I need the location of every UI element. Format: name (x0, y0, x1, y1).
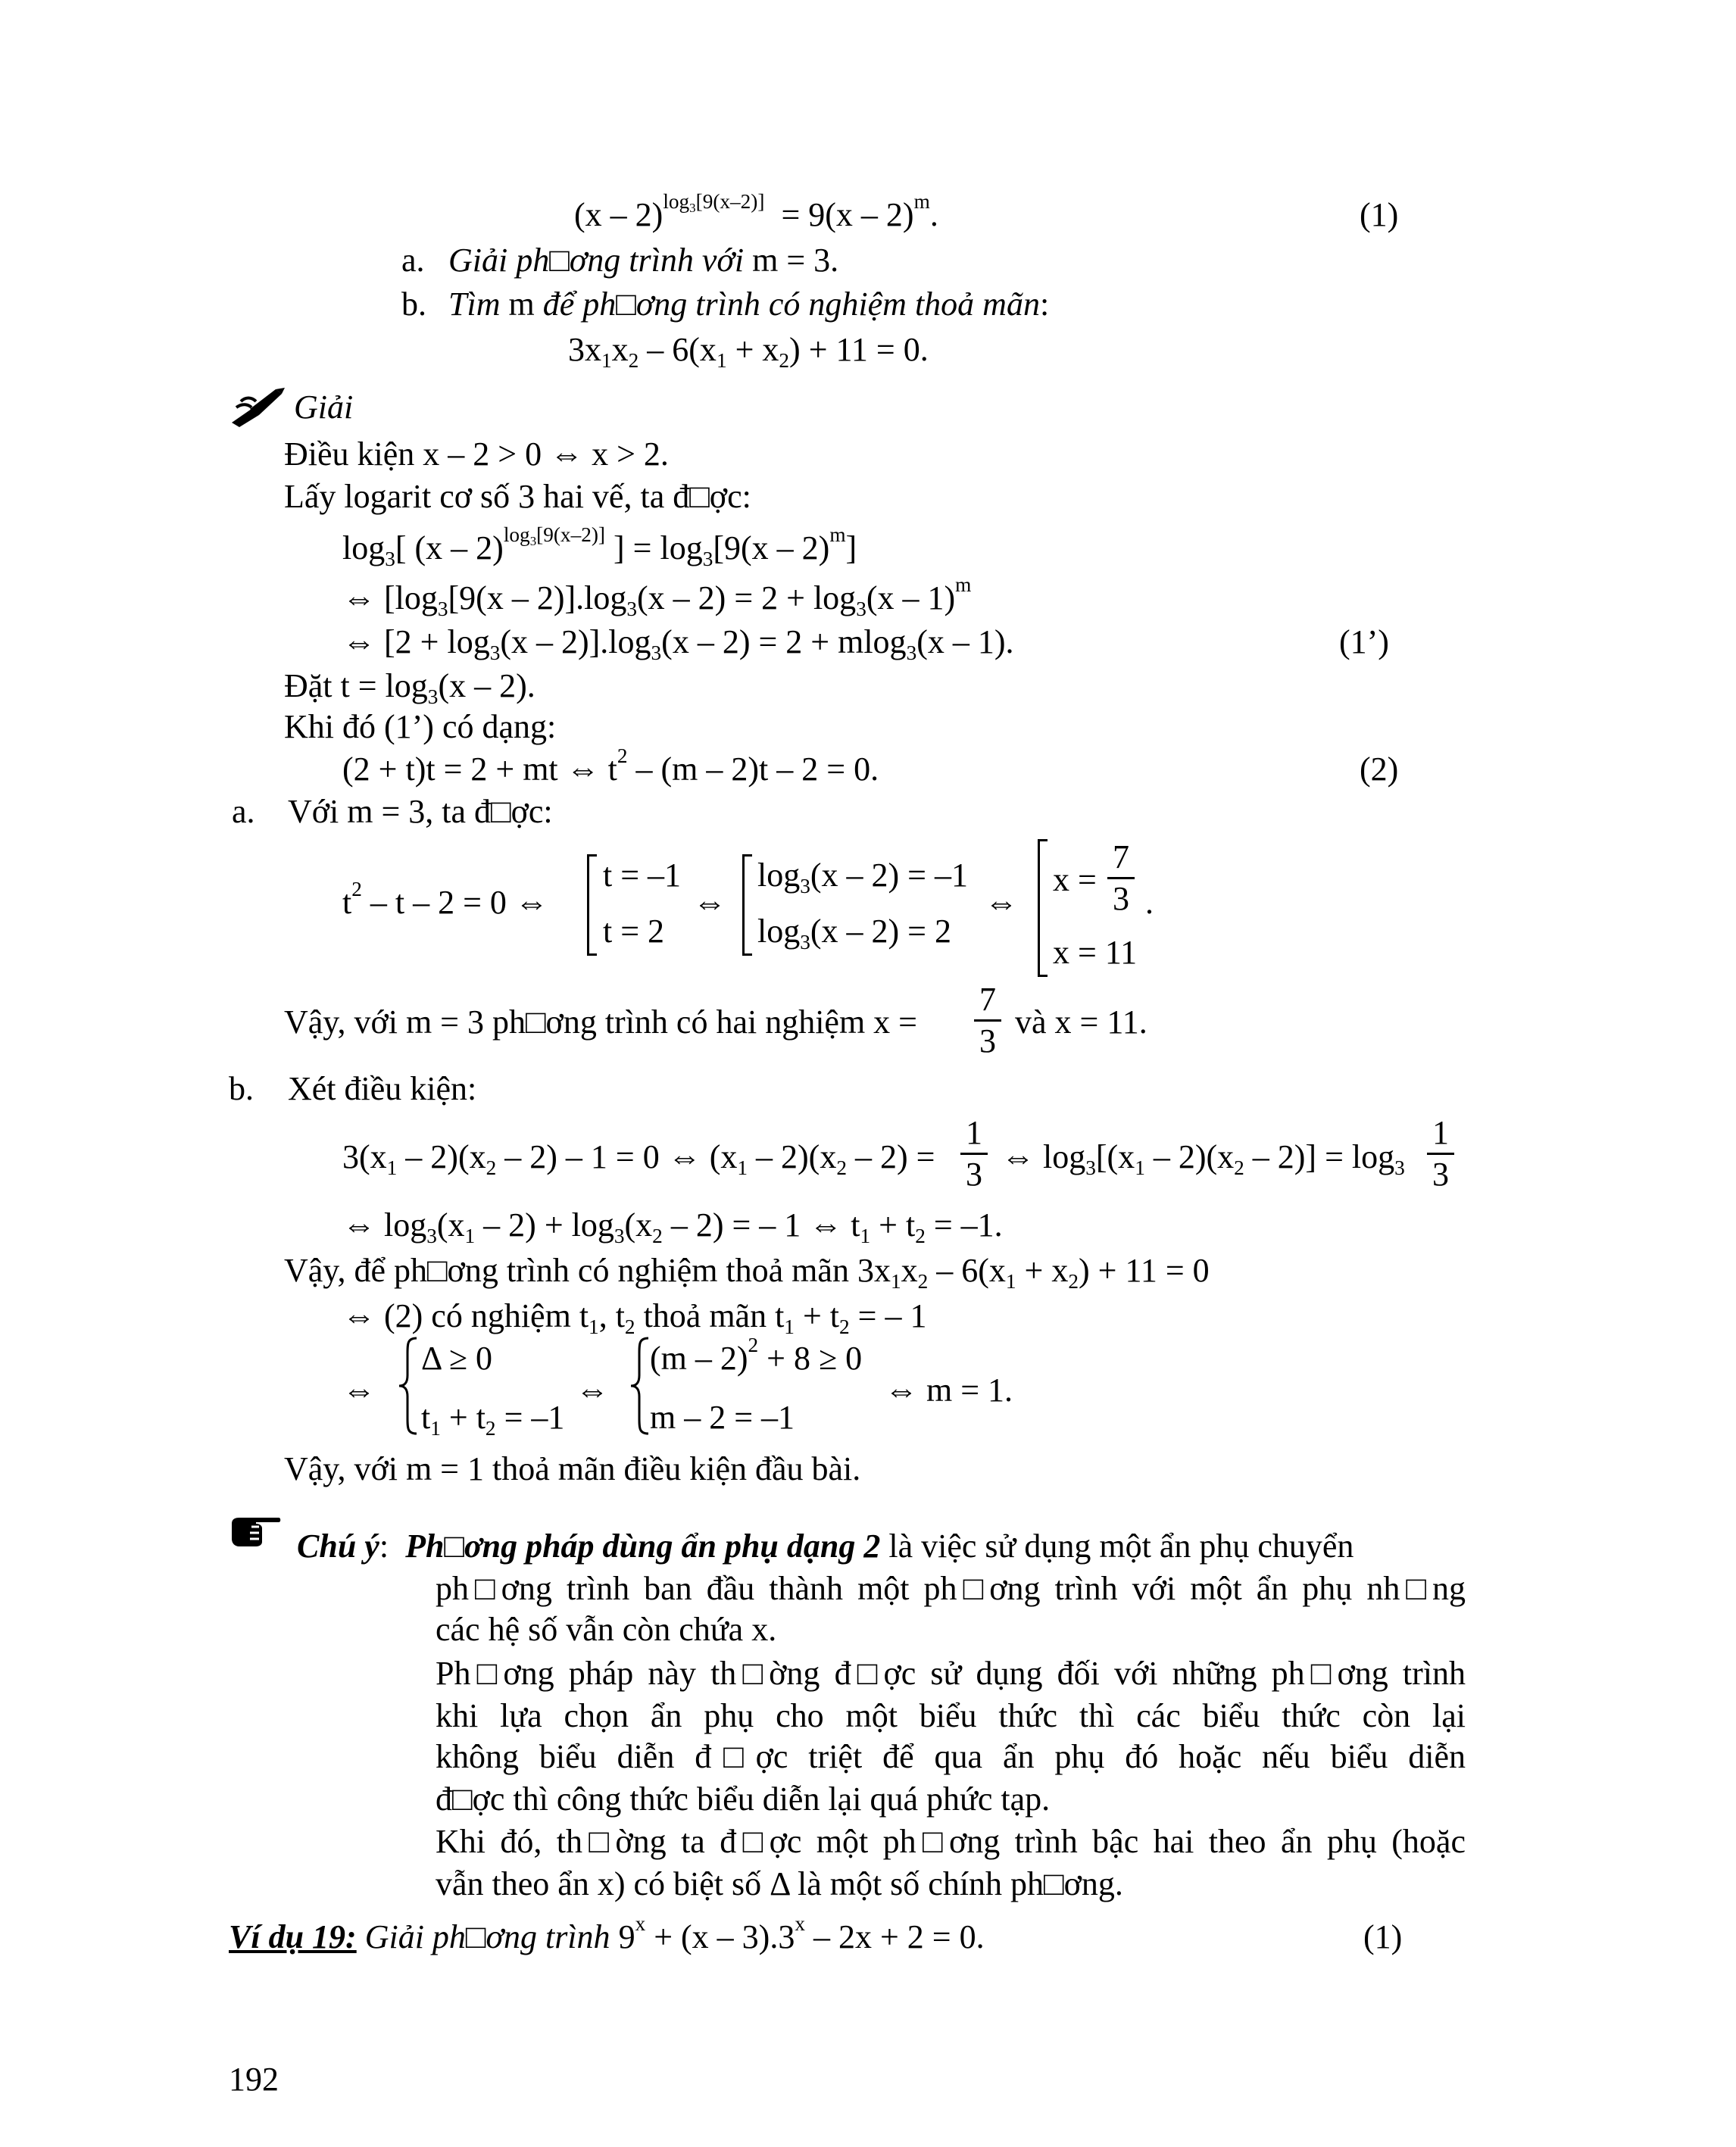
bracket-3 (1038, 839, 1048, 977)
part-b-line-2: ⇔ $\log_3(x_1 - 2) + \log_3(x_2 - 2)$ = – 1 ⇔ $t_1 + t_2 = -1$. (342, 1206, 1003, 1247)
sys-row1-left: Δ ≥ 0 (421, 1340, 493, 1377)
note-line-9: vẫn theo ẩn x) có biệt số Δ là một số chính ph□ơng. (436, 1865, 1123, 1902)
equation-1-label: (1) (1360, 196, 1399, 233)
bracket-2 (742, 854, 752, 956)
part-b-intro: Xét điều kiện: (288, 1070, 477, 1107)
sys-row2-left: $t_1 + t_2 = -1$ (421, 1399, 565, 1440)
fraction-7-3: 7 3 (1107, 839, 1135, 917)
page-number: 192 (229, 2061, 279, 2098)
item-b-text: Tìm m để ph□ơng trình có nghiệm thoả mãn: (448, 286, 1050, 323)
sys1-row2: t = 2 (603, 913, 665, 950)
part-b-line-1-rest: ⇔ $\log_3[(x_1 - 2)(x_2 - 2)] = \log_3$ (1001, 1138, 1405, 1179)
sys3-row2: x = 11 (1053, 934, 1138, 971)
equation-1-prime-label: (1’) (1339, 623, 1389, 660)
iff-1: ⇔ (693, 884, 726, 921)
note-line-8: Khi đó, th□ờng ta đ□ợc một ph□ơng trình bậc hai theo ẩn phụ (hoặc (436, 1823, 1466, 1860)
note-line-1: Chú ý: Ph□ơng pháp dùng ẩn phụ dạng 2 là việc sử dụng một ẩn phụ chuyển (297, 1528, 1354, 1565)
note-line-6: không biểu diễn đ□ợc triệt để qua ẩn phụ đó hoặc nếu biểu diễn (436, 1738, 1466, 1775)
part-b-label: b. (229, 1070, 254, 1107)
sys-row1-right: (m – 2)$^2$ + 8 ≥ 0 (650, 1333, 863, 1377)
writing-hand-icon (229, 386, 286, 427)
log-line-2: ⇔ [$\log_3[9(x - 2)].\log_3(x - 2) = 2 + \log_3(x - 1)^m$ (342, 573, 972, 620)
note-line-4: Ph□ơng pháp này th□ờng đ□ợc sử dụng đối với những ph□ơng trình (436, 1655, 1466, 1692)
note-line-3: các hệ số vẫn còn chứa x. (436, 1611, 777, 1648)
part-b-conclusion: Vậy, với m = 1 thoả mãn điều kiện đầu bài. (284, 1450, 861, 1487)
equation-2-label: (2) (1360, 751, 1399, 788)
form-text: Khi đó (1’) có dạng: (284, 708, 557, 745)
sys2-row2: $\log_3(x - 2) = 2$ (757, 913, 951, 953)
sys-row2-right: m – 2 = –1 (650, 1399, 795, 1436)
item-a-label: a. (401, 242, 425, 279)
example-19: Ví dụ 19: Giải ph□ơng trình $9^x + (x - 3).3^x - 2x + 2 = 0$. (229, 1911, 985, 1955)
example-number: (1) (1363, 1918, 1403, 1955)
equation-1: (x – 2)$^{log3[9(x-2)]}$ = 9(x – 2)$^m$. (574, 189, 938, 233)
conclusion-fraction: 7 3 (974, 981, 1001, 1059)
item-b-label: b. (401, 286, 426, 323)
note-line-2: ph□ơng trình ban đầu thành một ph□ơng trình với một ẩn phụ nh□ng (436, 1570, 1466, 1607)
quadratic-lhs: $t^2 - t - 2 = 0$ ⇔ (342, 877, 548, 921)
sys2-row1: $\log_3(x - 2) = -1$ (757, 857, 968, 897)
iff-2: ⇔ (985, 884, 1018, 921)
sys3-row1: x = (1053, 861, 1097, 898)
part-a-conclusion-end: và x = 11. (1015, 1003, 1147, 1041)
fraction-1-3-a: 1 3 (960, 1115, 988, 1193)
condition-text: Điều kiện x – 2 > 0 ⇔ x > 2. (284, 435, 669, 473)
log-line-1: $\log_3$[ (x – 2)$^{log3[9(x-2)]}$ ] = $\log_3[9(x - 2)^m]$ (342, 523, 857, 570)
part-b-line-4: ⇔ (2) có nghiệm $t_1$, $t_2$ thoả mãn $t_1 + t_2$ = – 1 (342, 1297, 927, 1338)
part-b-line-1: $3(x_1 - 2)(x_2 - 2) - 1 = 0$ ⇔ $(x_1 - 2)(x_2 - 2)$ = (342, 1138, 935, 1179)
sys-iff-1: ⇔ (576, 1372, 609, 1409)
bracket-1 (587, 854, 597, 956)
log-line-3: ⇔ $[2 + \log_3(x - 2)].\log_3(x - 2) = 2 + mlog_3(x - 1)$. (342, 623, 1014, 664)
substitution-text: Đặt $t = \log_3(x - 2)$. (284, 667, 535, 708)
sys-result: ⇔ m = 1. (885, 1372, 1013, 1409)
note-line-5: khi lựa chọn ẩn phụ cho một biểu thức thì các biểu thức còn lại (436, 1697, 1466, 1734)
pointing-hand-icon (229, 1513, 282, 1548)
equation-2: (2 + t)t = 2 + mt ⇔ $t^2 - (m - 2)t - 2 = 0$. (342, 744, 879, 788)
solution-heading: Giải (294, 389, 354, 426)
left-brace-2 (629, 1336, 651, 1436)
left-brace-1 (397, 1336, 420, 1436)
sys3-end: . (1145, 884, 1154, 921)
take-log-text: Lấy logarit cơ số 3 hai vế, ta đ□ợc: (284, 478, 751, 515)
note-line-7: đ□ợc thì công thức biểu diễn lại quá phức tạp. (436, 1780, 1051, 1818)
item-a-text: Giải ph□ơng trình với m = 3. (448, 242, 839, 279)
fraction-1-3-b: 1 3 (1427, 1115, 1454, 1193)
part-a-conclusion: Vậy, với m = 3 ph□ơng trình có hai nghiệm x = (284, 1003, 917, 1041)
condition-equation: $3x_1x_2 - 6(x_1 + x_2) + 11 = 0$. (568, 331, 929, 372)
sys-iff-0: ⇔ (342, 1372, 376, 1409)
part-a-label: a. (232, 793, 255, 830)
part-b-line-3: Vậy, để ph□ơng trình có nghiệm thoả mãn $3x_1x_2 - 6(x_1 + x_2) + 11 = 0$ (284, 1252, 1210, 1293)
sys1-row1: t = –1 (603, 857, 682, 894)
part-a-intro: Với m = 3, ta đ□ợc: (288, 793, 553, 830)
